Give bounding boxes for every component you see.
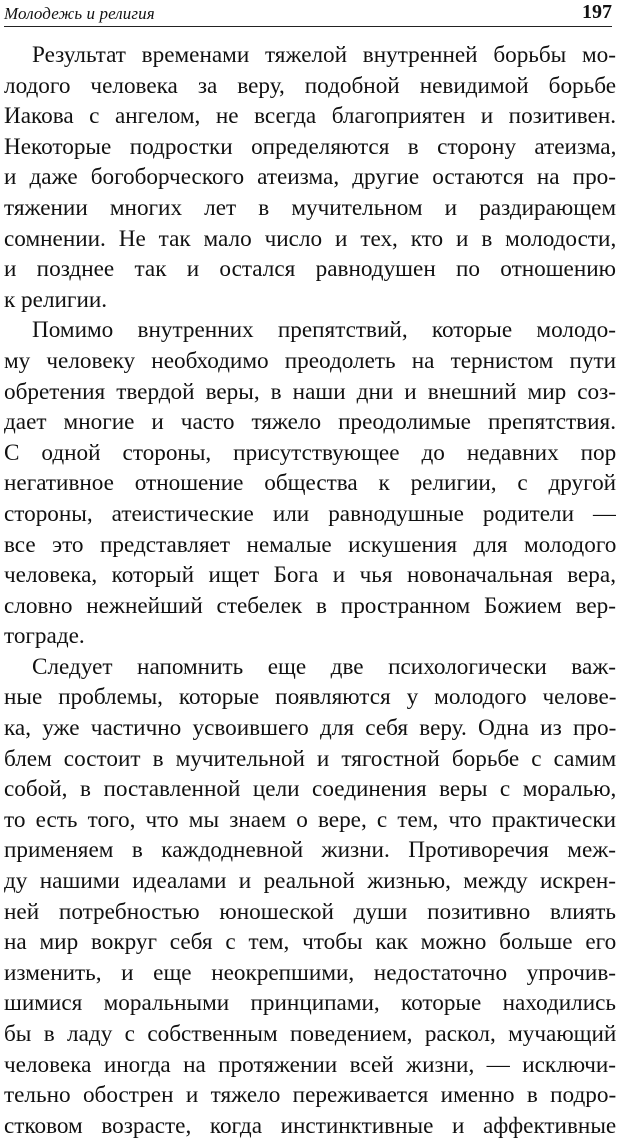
text-line: человека иногда на протяжении всей жизни, — исключи- xyxy=(4,1051,616,1078)
text-line: ней потребностью юношеской души позитивно влиять xyxy=(4,898,616,925)
running-title: Молодежь и религия xyxy=(4,4,155,23)
text-line: словно нежнейший стебелек в пространном Божием вер- xyxy=(4,592,616,619)
paragraph-1 xyxy=(4,40,616,315)
text-line: ные проблемы, которые появляются у молодого челове- xyxy=(4,684,616,711)
text-line: шимися моральными принципами, которые находились xyxy=(4,990,616,1017)
text-line: изменить, и еще неокрепшими, недостаточно упрочив- xyxy=(4,959,616,986)
text-line: ду нашими идеалами и реальной жизнью, между искрен- xyxy=(4,868,616,895)
text-line: Помимо внутренних препятствий, которые молодо- xyxy=(32,317,616,344)
text-line: тограде. xyxy=(4,623,85,650)
text-line: обретения твердой веры, в наши дни и внешний мир соз- xyxy=(4,378,616,405)
text-line: все это представляет немалые искушения для молодого xyxy=(4,531,616,558)
text-line: тяжении многих лет в мучительном и раздирающем xyxy=(4,194,616,221)
text-line: стороны, атеистические или равнодушные родители — xyxy=(4,500,616,527)
paragraph-2 xyxy=(4,315,616,652)
text-line: стковом возрасте, когда инстинктивные и аффективные xyxy=(4,1112,616,1139)
paragraph-3 xyxy=(4,652,616,1141)
text-line: и позднее так и остался равнодушен по отношению xyxy=(4,256,616,283)
text-line: и даже богоборческого атеизма, другие остаются на про- xyxy=(4,164,616,191)
text-line: дает многие и часто тяжело преодолимые препятствия. xyxy=(4,409,616,436)
text-line: сомнении. Не так мало число и тех, кто и в молодости, xyxy=(4,225,616,252)
text-line: бы в ладу с собственным поведением, раскол, мучающий xyxy=(4,1021,616,1047)
text-line: человека, который ищет Бога и чья новоначальная вера, xyxy=(4,562,616,589)
text-line: применяем в каждодневной жизни. Противоречия меж- xyxy=(4,837,616,864)
page-header xyxy=(4,0,612,27)
text-line: тельно обострен и тяжело переживается именно в подро- xyxy=(4,1082,616,1109)
text-line: негативное отношение общества к религии, с другой xyxy=(4,470,616,497)
text-line: Результат временами тяжелой внутренней борьбы мо- xyxy=(32,42,616,68)
text-line: блем состоит в мучительной и тягостной борьбе с самим xyxy=(4,745,616,772)
text-line: то есть того, что мы знаем о вере, с тем, что практически xyxy=(4,806,616,833)
text-line: му человеку необходимо преодолеть на тернистом пути xyxy=(4,347,616,374)
text-line: Некоторые подростки определяются в сторону атеизма, xyxy=(4,133,616,160)
text-line: С одной стороны, присутствующее до недавних пор xyxy=(4,439,616,466)
text-line: к религии. xyxy=(4,286,108,313)
text-line: Следует напомнить еще две психологически важ- xyxy=(32,653,616,680)
text-line: на мир вокруг себя с тем, чтобы как можно больше его xyxy=(4,929,616,956)
text-line: Иакова с ангелом, не всегда благоприятен и позитивен. xyxy=(4,103,616,130)
page-number: 197 xyxy=(582,1,612,23)
text-line: лодого человека за веру, подобной невидимой борьбе xyxy=(4,72,616,99)
body-text xyxy=(4,40,616,1141)
text-line: ка, уже частично усвоившего для себя веру. Одна из про- xyxy=(4,715,616,742)
text-line: собой, в поставленной цели соединения веры с моралью, xyxy=(4,776,616,803)
